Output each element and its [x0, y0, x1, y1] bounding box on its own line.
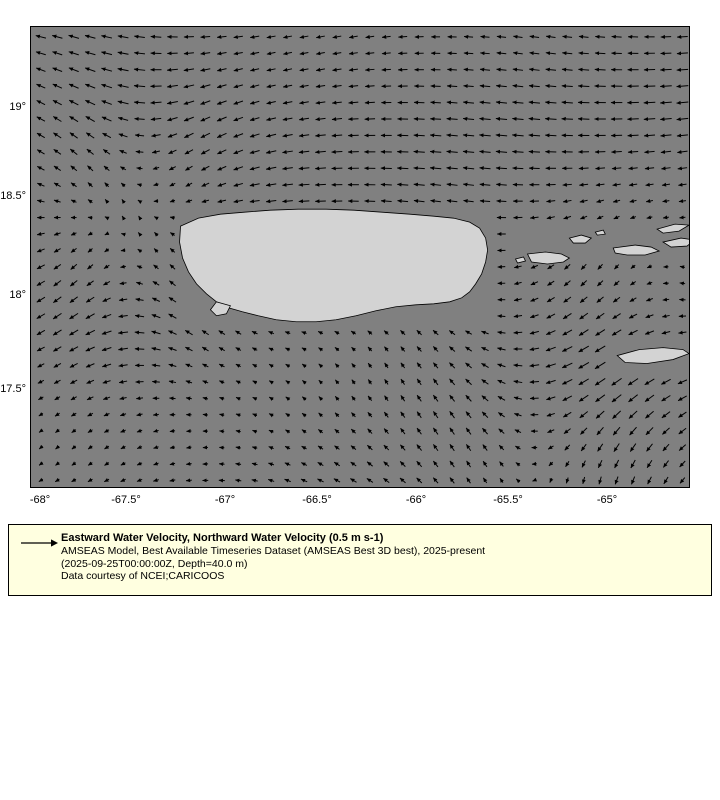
x-tick-label: -67° — [214, 494, 236, 506]
y-tick-label: 18° — [9, 289, 26, 301]
legend-title: Eastward Water Velocity, Northward Water Velocity (0.5 m s-1) — [61, 532, 384, 544]
y-tick-label: 18.5° — [0, 190, 26, 202]
legend-line-1: AMSEAS Model, Best Available Timeseries Dataset (AMSEAS Best 3D best), 2025-present — [61, 545, 486, 557]
x-tick-label: -65.5° — [493, 494, 523, 506]
legend-line-2: (2025-09-25T00:00:00Z, Depth=40.0 m) — [61, 557, 248, 570]
y-tick-label: 17.5° — [0, 383, 26, 395]
x-tick-label: -68° — [29, 494, 51, 506]
y-tick-label: 19° — [9, 101, 26, 113]
velocity-vector-field — [31, 27, 689, 487]
legend-box — [8, 524, 712, 596]
x-tick-label: -66.5° — [302, 494, 332, 506]
vector-arrow-icon — [19, 537, 59, 549]
x-tick-label: -65° — [596, 494, 618, 506]
legend-line-3: Data courtesy of NCEI;CARICOOS — [61, 570, 225, 582]
x-tick-label: -67.5° — [111, 494, 141, 506]
x-tick-label: -66° — [405, 494, 427, 506]
map-plot-area[interactable] — [30, 26, 690, 488]
